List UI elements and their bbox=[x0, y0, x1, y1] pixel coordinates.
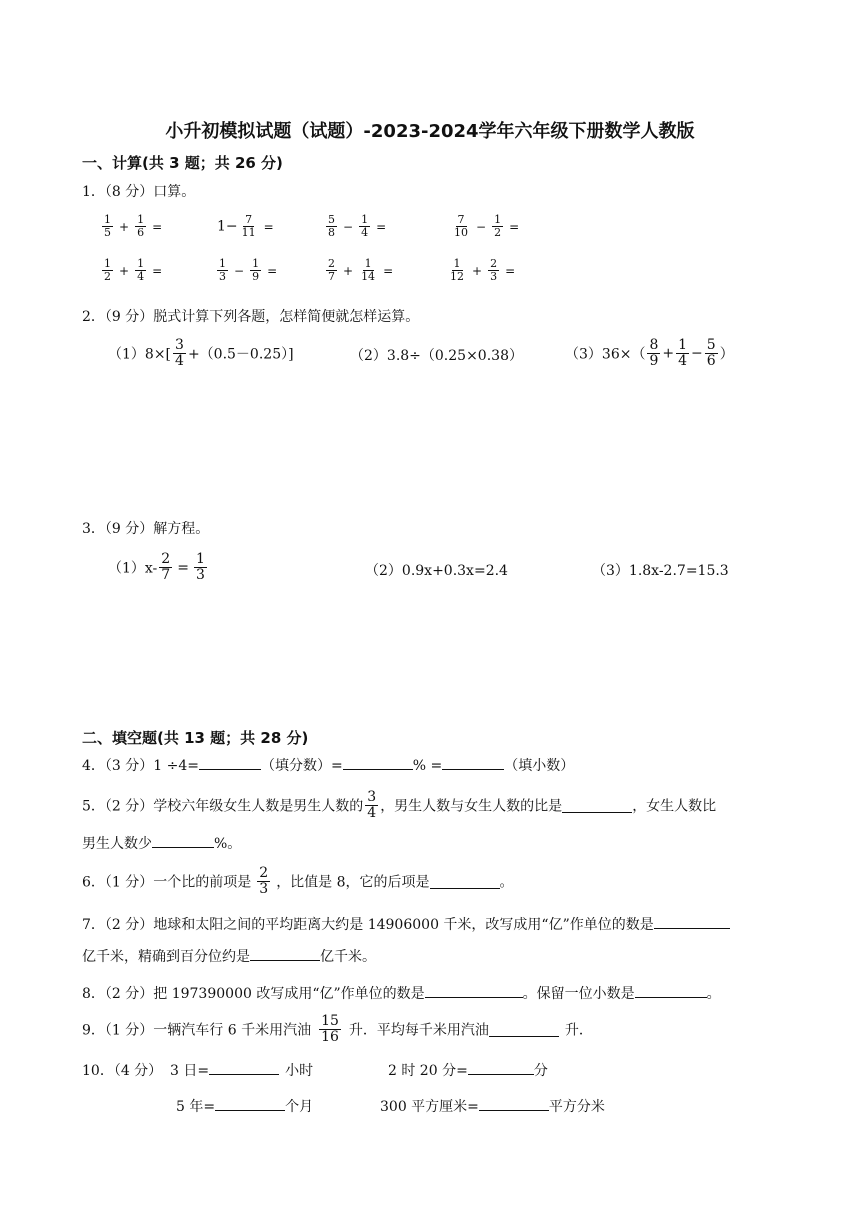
q7-blank-2[interactable] bbox=[250, 946, 320, 961]
q4: 4．（3 分）1 ÷4= （填分数）= % = （填小数） bbox=[82, 755, 574, 775]
q9: 9．（1 分）一辆汽车行 6 千米用汽油 $\frac{15}{16}$ 升．平均每千米用汽油 升． bbox=[82, 1013, 593, 1045]
q10-item-4: 300 平方厘米= 平方分米 bbox=[380, 1096, 605, 1116]
q2-part-3: （3）36×（ $\frac{8}{9}$ + $\frac{1}{4}$ − $\frac{5}{6}$ ） bbox=[565, 337, 734, 369]
q4-blank-1[interactable] bbox=[199, 755, 261, 770]
q6: 6．（1 分）一个比的前项是 $\frac{2}{3}$ ，比值是 8，它的后项是 。 bbox=[82, 865, 514, 897]
q1-item-7: $\frac{2}{7}$ + $\frac{1}{14}$ = bbox=[328, 257, 394, 283]
section-heading-calc: 一、计算(共 3 题；共 26 分) bbox=[82, 154, 283, 172]
q1-item-5: $\frac{1}{2}$ + $\frac{1}{4}$ = bbox=[104, 257, 163, 283]
q5-blank-2[interactable] bbox=[152, 833, 214, 848]
q10-blank-3[interactable] bbox=[215, 1096, 285, 1111]
q6-blank-1[interactable] bbox=[430, 874, 500, 889]
q3-part-3: （3）1.8x-2.7=15.3 bbox=[592, 563, 729, 579]
q1-item-2: 1− $\frac{7}{11}$ = bbox=[217, 213, 274, 239]
q10-blank-2[interactable] bbox=[468, 1060, 534, 1075]
q3-label: 3．（9 分）解方程。 bbox=[82, 521, 210, 537]
q4-blank-2[interactable] bbox=[343, 755, 413, 770]
q1-item-3: $\frac{5}{8}$ − $\frac{1}{4}$ = bbox=[328, 213, 387, 239]
q8-blank-1[interactable] bbox=[425, 983, 523, 998]
q10-blank-1[interactable] bbox=[209, 1060, 279, 1075]
q5-blank-1[interactable] bbox=[562, 798, 632, 813]
q10-item-3: 5 年= 个月 bbox=[176, 1096, 313, 1116]
q7-line-2: 亿千米，精确到百分位约是 亿千米。 bbox=[82, 946, 376, 966]
q10-item-2: 2 时 20 分= 分 bbox=[388, 1060, 548, 1080]
page-title: 小升初模拟试题（试题）-2023-2024学年六年级下册数学人教版 bbox=[165, 121, 695, 142]
section-heading-fill: 二、填空题(共 13 题；共 28 分) bbox=[82, 729, 309, 747]
q5-line-2: 男生人数少 %。 bbox=[82, 833, 241, 853]
q10-item-1: 3 日= 小时 bbox=[170, 1060, 313, 1080]
q10-blank-4[interactable] bbox=[479, 1096, 549, 1111]
q10-label: 10．（4 分） bbox=[82, 1063, 163, 1079]
q8: 8．（2 分）把 197390000 改写成用“亿”作单位的数是 。保留一位小数是 。 bbox=[82, 983, 721, 1003]
q3-part-2: （2）0.9x+0.3x=2.4 bbox=[365, 563, 508, 579]
q4-blank-3[interactable] bbox=[442, 755, 504, 770]
q1-item-1: $\frac{1}{5}$ + $\frac{1}{6}$ = bbox=[104, 213, 163, 239]
q9-blank-1[interactable] bbox=[489, 1022, 559, 1037]
q5-line-1: 5．（2 分）学校六年级女生人数是男生人数的 $\frac{3}{4}$ ，男生人数与女生人数的比是 ，女生人数比 bbox=[82, 789, 717, 821]
q2-label: 2．（9 分）脱式计算下列各题，怎样简便就怎样运算。 bbox=[82, 309, 420, 325]
q3-part-1: （1）x- $\frac{2}{7}$ = $\frac{1}{3}$ bbox=[108, 551, 205, 583]
q1-item-6: $\frac{1}{3}$ − $\frac{1}{9}$ = bbox=[219, 257, 278, 283]
q2-part-1: （1）8×[ $\frac{3}{4}$ +（0.5－0.25）] bbox=[108, 337, 294, 369]
q1-item-4: $\frac{7}{10}$ − $\frac{1}{2}$ = bbox=[454, 213, 520, 239]
q1-label: 1．（8 分）口算。 bbox=[82, 184, 196, 200]
q1-item-8: $\frac{1}{12}$ + $\frac{2}{3}$ = bbox=[450, 257, 516, 283]
q8-blank-2[interactable] bbox=[635, 983, 707, 998]
q7-line-1: 7．（2 分）地球和太阳之间的平均距离大约是 14906000 千米，改写成用“亿”作单位的数是 bbox=[82, 914, 730, 934]
q7-blank-1[interactable] bbox=[654, 914, 730, 929]
q2-part-2: （2）3.8÷（0.25×0.38） bbox=[350, 348, 523, 364]
